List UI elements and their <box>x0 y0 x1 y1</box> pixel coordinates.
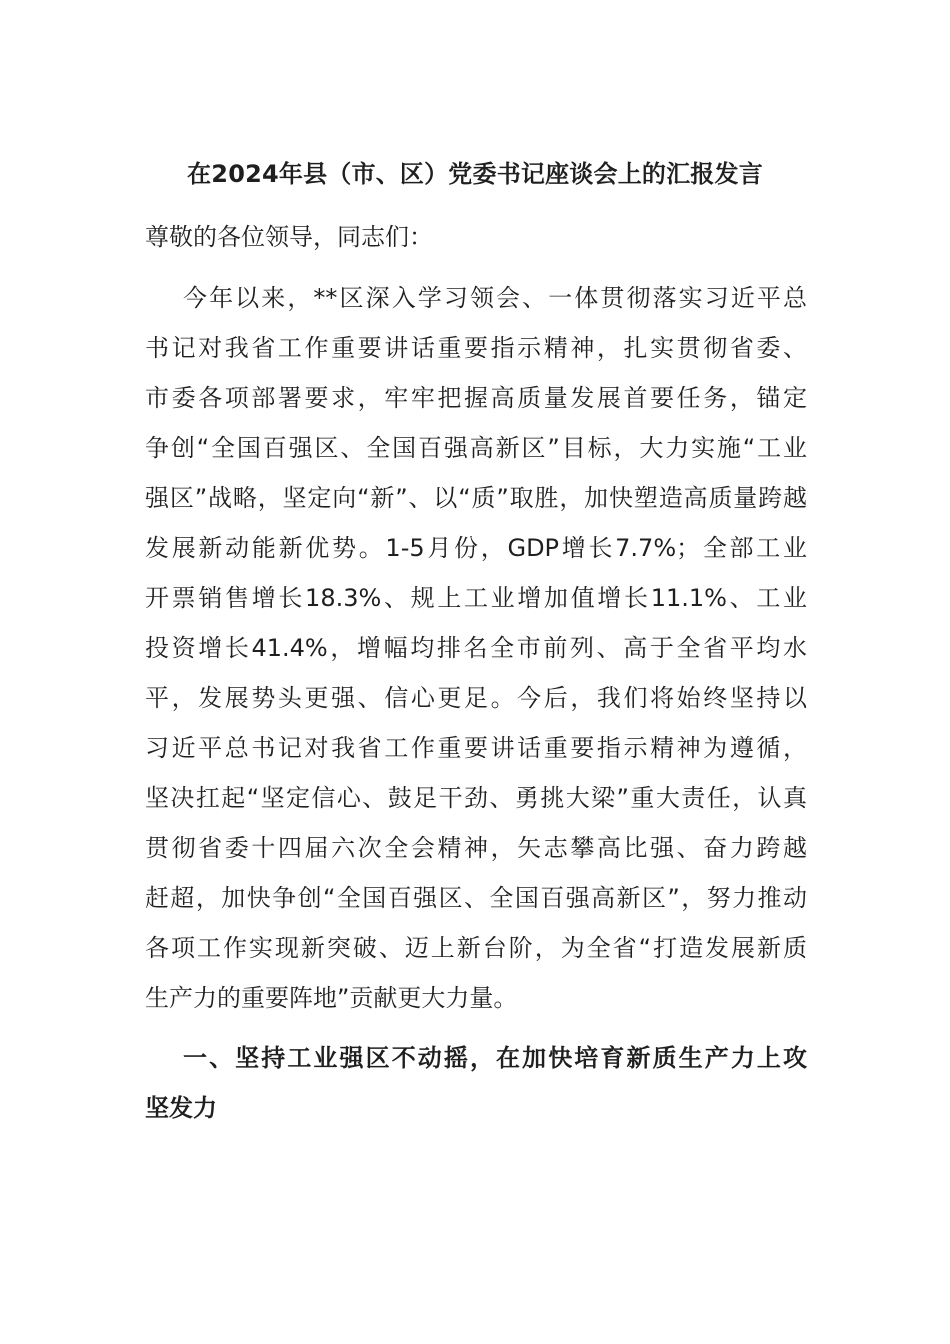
paragraph-intro <box>145 273 807 1023</box>
heading-line: 坚发力 <box>145 1094 217 1122</box>
paragraph-line: 今年以来，**区深入学习领会、一体贯彻落实习近平总 <box>183 284 807 312</box>
section-heading-1 <box>145 1033 807 1133</box>
paragraph-line: 平，发展势头更强、信心更足。今后，我们将始终坚持以 <box>145 684 807 712</box>
paragraph-line: 坚决扛起“坚定信心、鼓足干劲、勇挑大梁”重大责任，认真 <box>145 784 807 812</box>
paragraph-line: 各项工作实现新突破、迈上新台阶，为全省“打造发展新质 <box>145 934 807 962</box>
paragraph-line: 书记对我省工作重要讲话重要指示精神，扎实贯彻省委、 <box>145 334 807 362</box>
paragraph-line: 习近平总书记对我省工作重要讲话重要指示精神为遵循， <box>145 734 807 762</box>
paragraph-line: 开票销售增长18.3%、规上工业增加值增长11.1%、工业 <box>145 584 807 612</box>
paragraph-line: 发展新动能新优势。1-5月份，GDP增长7.7%；全部工业 <box>145 534 807 562</box>
salutation: 尊敬的各位领导，同志们： <box>145 223 433 251</box>
heading-line: 一、坚持工业强区不动摇，在加快培育新质生产力上攻 <box>183 1044 807 1072</box>
paragraph-line: 投资增长41.4%，增幅均排名全市前列、高于全省平均水 <box>145 634 807 662</box>
document-title: 在2024年县（市、区）党委书记座谈会上的汇报发言 <box>187 160 763 188</box>
paragraph-line: 争创“全国百强区、全国百强高新区”目标，大力实施“工业 <box>145 434 807 462</box>
paragraph-line: 市委各项部署要求，牢牢把握高质量发展首要任务，锚定 <box>145 384 807 412</box>
paragraph-line: 生产力的重要阵地”贡献更大力量。 <box>145 984 518 1012</box>
paragraph-line: 贯彻省委十四届六次全会精神，矢志攀高比强、奋力跨越 <box>145 834 807 862</box>
paragraph-line: 强区”战略，坚定向“新”、以“质”取胜，加快塑造高质量跨越 <box>145 484 807 512</box>
paragraph-line: 赶超，加快争创“全国百强区、全国百强高新区”，努力推动 <box>145 884 807 912</box>
